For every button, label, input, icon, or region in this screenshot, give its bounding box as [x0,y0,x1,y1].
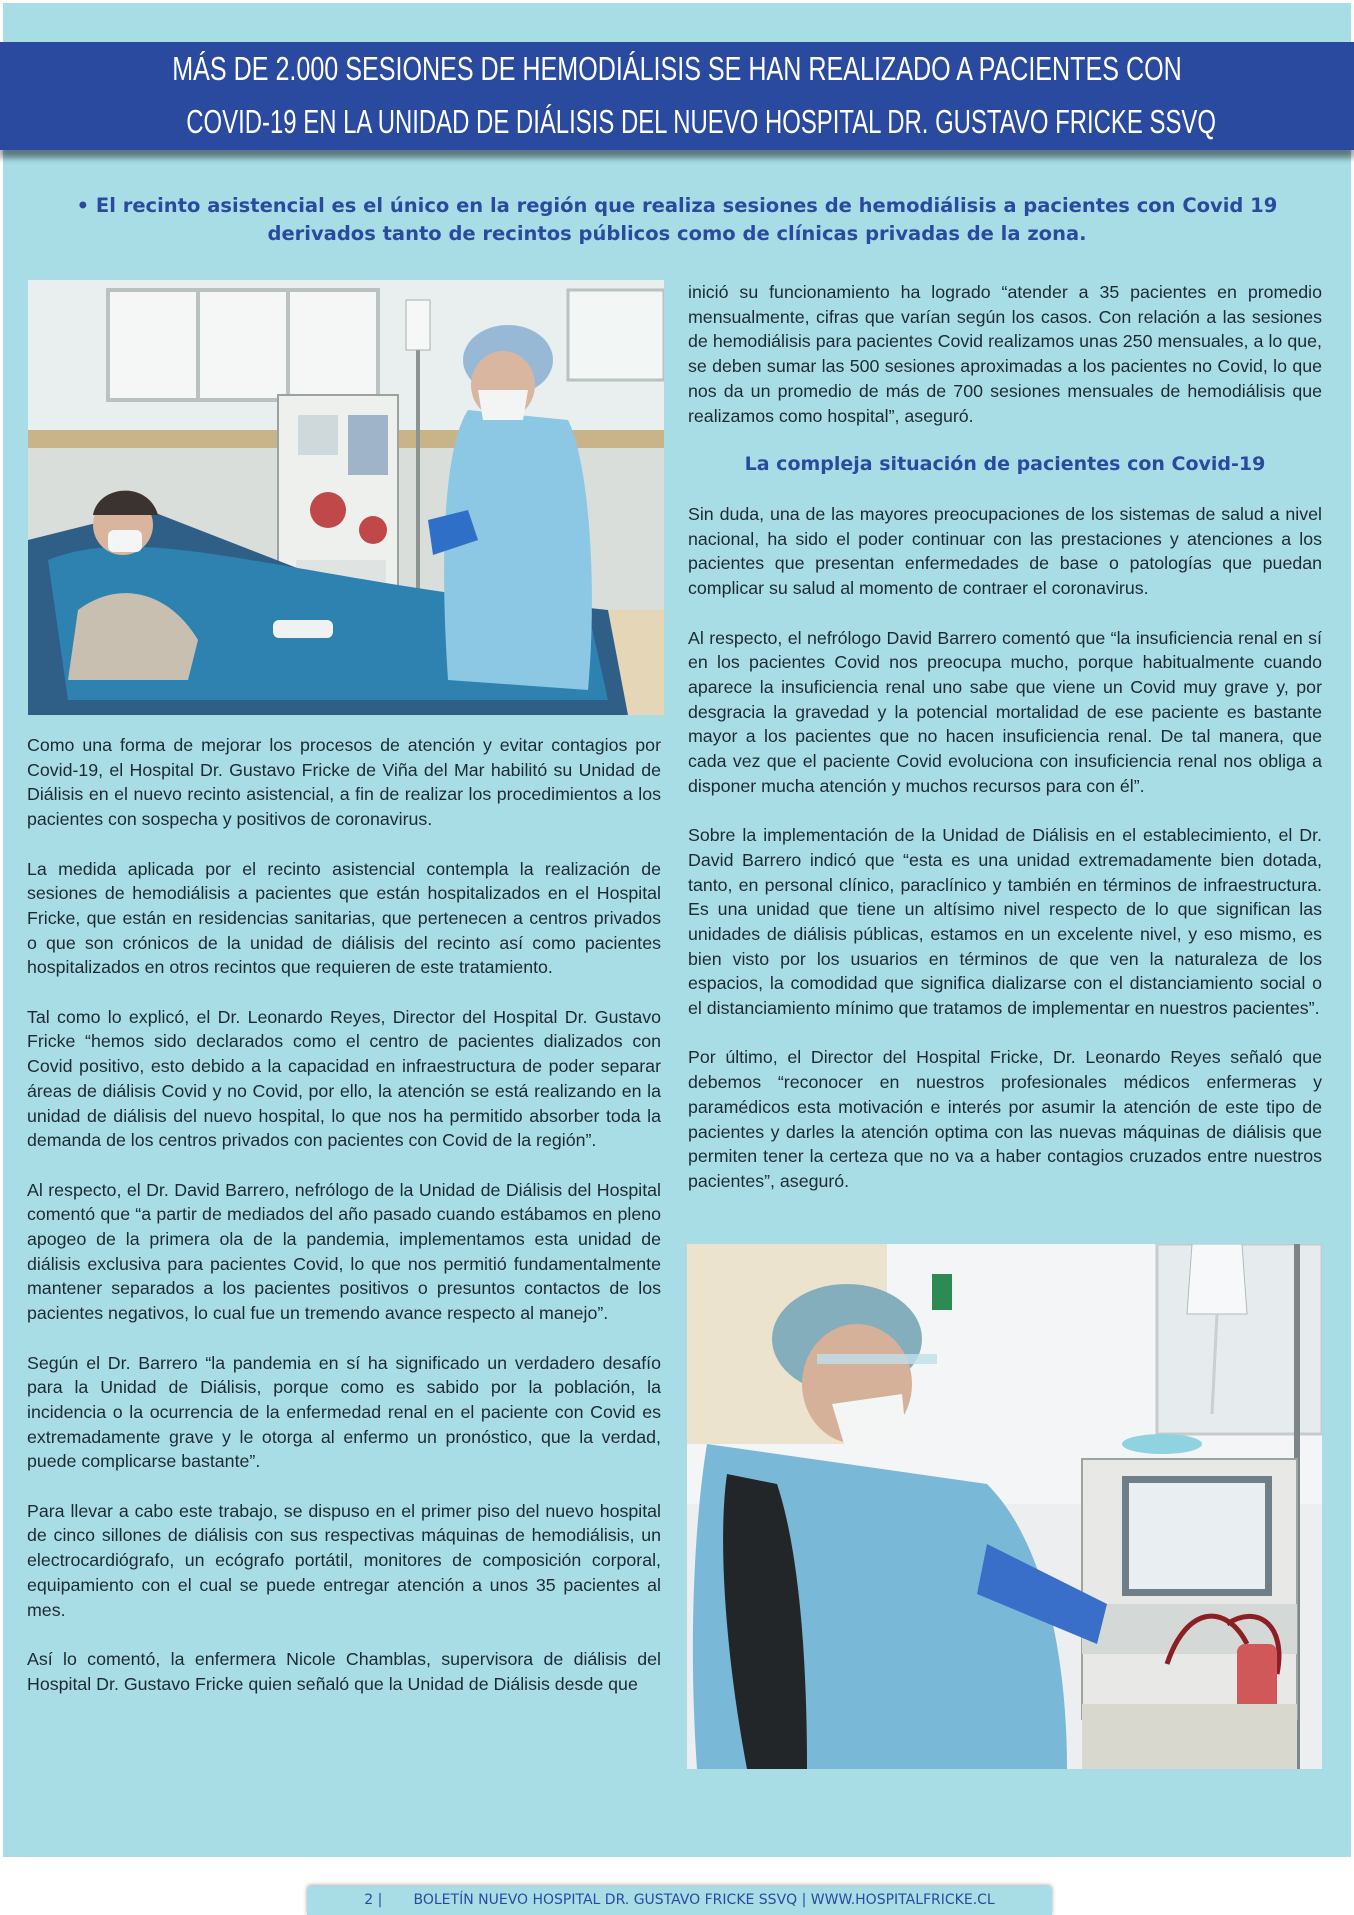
paragraph: Al respecto, el Dr. David Barrero, nefrólogo de la Unidad de Diálisis del Hospital comentó que “a partir de mediados del año pasado cuando estábamos en pleno apogeo de la primera ola de la pandemia, implementamos esta unidad de diálisis exclusiva para pacientes Covid, lo que nos permitió fundamentalmente mantener separados a los pacientes positivos o presuntos contactos de los pacientes negativos, lo cual fue un tremendo avance respecto al manejo”. [27,1179,661,1324]
lead-bullet: • El recinto asistencial es el único en la región que realiza sesiones de hemodiálisis a pacientes con Covid 19 derivados tanto de recintos públicos como de clínicas privadas de la zona. [76,194,1278,245]
photo-nurse-dialysis-machine [687,1244,1322,1769]
right-column [688,502,1322,1218]
paragraph: Al respecto, el nefrólogo David Barrero comentó que “la insuficiencia renal en sí en los pacientes Covid nos preocupa mucho, porque habitualmente cuando aparece la insuficiencia renal uno sabe que viene un Covid muy grave y, por desgracia la gravedad y la potencial mortalidad de ese paciente es bastante mayor a los pacientes que no hacen insuficiencia renal. De tal manera, que cada vez que el paciente Covid evoluciona con insuficiencia renal nos obliga a disponer mucha atención y muchos recursos para con él”. [688,627,1322,796]
headline-banner [0,42,1354,150]
paragraph: Así lo comentó, la enfermera Nicole Chamblas, supervisora de diálisis del Hospital Dr. Gustavo Fricke quien señaló que la Unidad de Diálisis desde que [27,1648,661,1694]
photo-patient-dialysis [28,280,664,715]
paragraph: Según el Dr. Barrero “la pandemia en sí ha significado un verdadero desafío para la Unidad de Diálisis, porque como es sabido por la población, la incidencia o la ocurrencia de la enfermedad renal en el paciente con Covid es extremadamente grave y le otorga al enfermo un pronóstico, que la verdad, puede complicarse bastante”. [27,1352,661,1472]
paragraph: Como una forma de mejorar los procesos de atención y evitar contagios por Covid-19, el Hospital Dr. Gustavo Fricke de Viña del Mar habilitó su Unidad de Diálisis en el nuevo recinto asistencial, a fin de realizar los procedimientos a los pacientes con sospecha y positivos de coronavirus. [27,735,661,830]
right-column-top [688,280,1322,453]
paragraph: inició su funcionamiento ha logrado “atender a 35 pacientes en promedio mensualmente, cifras que varían según los casos. Con relación a las sesiones de hemodiálisis para pacientes Covid realizamos unas 250 mensuales, a lo que, se deben sumar las 500 sesiones aproximadas a los pacientes no Covid, lo que nos da un promedio de más de 700 sesiones mensuales de hemodiálisis que realizamos como hospital”, aseguró. [688,282,1322,426]
page-number: 2 | [364,1892,383,1908]
paragraph: Para llevar a cabo este trabajo, se dispuso en el primer piso del nuevo hospital de cinco sillones de diálisis con sus respectivas máquinas de hemodiálisis, un electrocardiógrafo, un ecógrafo portátil, monitores de composición corporal, equipamiento con el cual se puede entregar atención a unos 35 pacientes al mes. [27,1500,661,1620]
paragraph: Sin duda, una de las mayores preocupaciones de los sistemas de salud a nivel nacional, ha sido el poder continuar con las prestaciones y atenciones a los pacientes que presentan enfermedades de base o patologías que puedan complicar su salud al momento de contraer el coronavirus. [688,504,1322,599]
footer-text: BOLETÍN NUEVO HOSPITAL DR. GUSTAVO FRICKE SSVQ | WWW.HOSPITALFRICKE.CL [413,1892,995,1908]
paragraph: Por último, el Director del Hospital Fricke, Dr. Leonardo Reyes señaló que debemos “reconocer en nuestros profesionales médicos enfermeras y paramédicos esta motivación e interés por asumir la atención de este tipo de pacientes y darles la atención optima con las nuevas máquinas de diálisis que permiten tener la certeza que no va a haber contagios cruzados entre nuestros pacientes”, aseguró. [688,1047,1322,1191]
paragraph: Tal como lo explicó, el Dr. Leonardo Reyes, Director del Hospital Dr. Gustavo Fricke “hemos sido declarados como el centro de pacientes dializados con Covid positivo, esto debido a la capacidad en infraestructura de poder separar áreas de diálisis Covid y no Covid, por ello, la atención se está realizando en la unidad de diálisis del nuevo hospital, lo que nos ha permitido absorber toda la demanda de los centros privados con pacientes con Covid de la región”. [27,1006,661,1151]
paragraph: La medida aplicada por el recinto asistencial contempla la realización de sesiones de hemodiálisis a pacientes que están hospitalizados en el Hospital Fricke, que están en residencias sanitarias, que pertenecen a centros privados o que son crónicos de la unidad de diálisis del recinto así como pacientes hospitalizados en otros recintos que requieren de este tratamiento. [27,858,661,978]
section-subheading: La compleja situación de pacientes con Covid-19 [744,453,1266,475]
headline-line-1: MÁS DE 2.000 SESIONES DE HEMODIÁLISIS SE HAN REALIZADO A PACIENTES CON [172,50,1182,87]
headline-line-2: COVID-19 EN LA UNIDAD DE DIÁLISIS DEL NUEVO HOSPITAL DR. GUSTAVO FRICKE SSVQ [186,103,1216,140]
paragraph: Sobre la implementación de la Unidad de Diálisis en el establecimiento, el Dr. David Barrero indicó que “esta es una unidad extremadamente bien dotada, tanto, en personal clínico, paraclínico y también en términos de infraestructura. Es una unidad que tiene un altísimo nivel respecto de lo que significan las unidades de diálisis públicas, estamos en un excelente nivel, y eso mismo, es bien visto por los usuarios en términos de que ven la naturaleza de los espacios, la comodidad que significa dializarse con el distanciamiento social o el distanciamiento mínimo que tratamos de implementar en nuestros pacientes”. [688,825,1322,1019]
left-column [27,733,661,1721]
footer-bar [307,1886,1052,1915]
